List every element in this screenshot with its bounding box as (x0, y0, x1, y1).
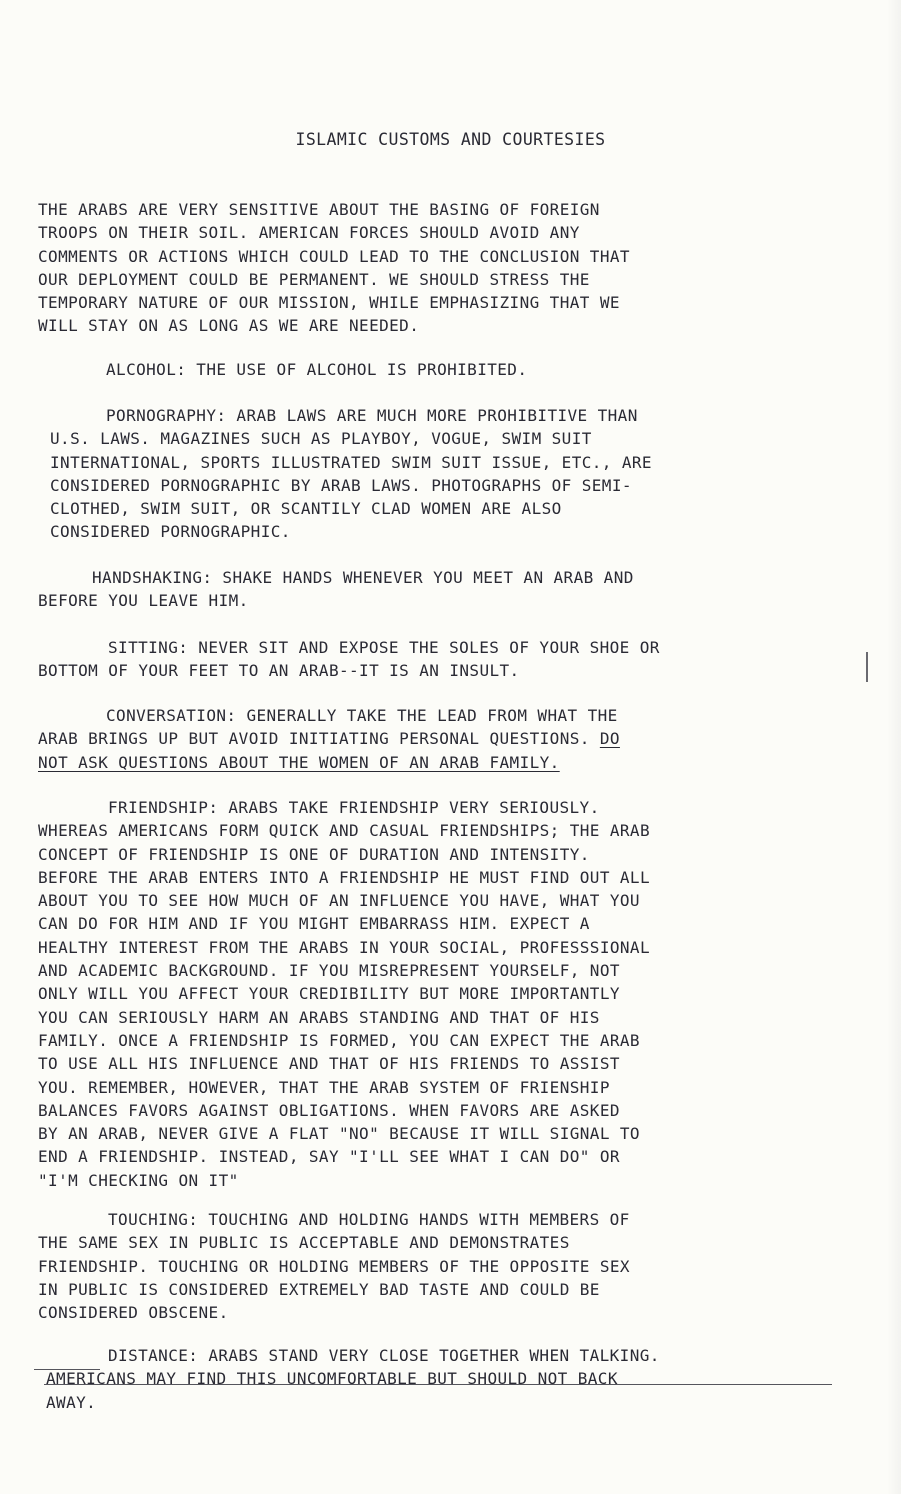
conversation-emphasis: NOT ASK QUESTIONS ABOUT THE WOMEN OF AN ARAB FAMILY. (38, 752, 560, 772)
conversation-line: CONVERSATION: GENERALLY TAKE THE LEAD FROM WHAT THE (106, 706, 618, 725)
intro-line: OUR DEPLOYMENT COULD BE PERMANENT. WE SHOULD STRESS THE (38, 269, 590, 289)
intro-line: TROOPS ON THEIR SOIL. AMERICAN FORCES SHOULD AVOID ANY (38, 223, 580, 243)
friendship-line: BEFORE THE ARAB ENTERS INTO A FRIENDSHIP HE MUST FIND OUT ALL (38, 867, 651, 887)
pornography-line: INTERNATIONAL, SPORTS ILLUSTRATED SWIM SUIT ISSUE, ETC., ARE (50, 452, 652, 472)
scan-edge-shadow (887, 0, 901, 1494)
conversation-paragraph (38, 704, 620, 774)
friendship-line: CONCEPT OF FRIENDSHIP IS ONE OF DURATION AND INTENSITY. (38, 844, 590, 864)
friendship-line: WHEREAS AMERICANS FORM QUICK AND CASUAL FRIENDSHIPS; THE ARAB (38, 821, 651, 841)
intro-line: WILL STAY ON AS LONG AS WE ARE NEEDED. (38, 316, 420, 336)
handshaking-paragraph (38, 566, 634, 613)
friendship-paragraph (38, 796, 650, 1192)
friendship-line: YOU. REMEMBER, HOWEVER, THAT THE ARAB SYSTEM OF FRIENSHIP (38, 1077, 610, 1097)
pornography-line: PORNOGRAPHY: ARAB LAWS ARE MUCH MORE PROHIBITIVE THAN (106, 406, 638, 425)
alcohol-paragraph (106, 358, 527, 381)
friendship-line: ABOUT YOU TO SEE HOW MUCH OF AN INFLUENCE YOU HAVE, WHAT YOU (38, 891, 640, 911)
touching-line: FRIENDSHIP. TOUCHING OR HOLDING MEMBERS OF THE OPPOSITE SEX (38, 1256, 630, 1276)
conversation-line (38, 727, 620, 750)
intro-line: THE ARABS ARE VERY SENSITIVE ABOUT THE BASING OF FOREIGN (38, 200, 600, 219)
friendship-line: BY AN ARAB, NEVER GIVE A FLAT "NO" BECAUSE IT WILL SIGNAL TO (38, 1124, 640, 1144)
handshaking-line: BEFORE YOU LEAVE HIM. (38, 591, 249, 611)
touching-line: CONSIDERED OBSCENE. (38, 1303, 229, 1323)
sitting-line: SITTING: NEVER SIT AND EXPOSE THE SOLES OF YOUR SHOE OR (108, 638, 660, 657)
pornography-line: CONSIDERED PORNOGRAPHIC. (50, 522, 291, 542)
friendship-line: ONLY WILL YOU AFFECT YOUR CREDIBILITY BUT MORE IMPORTANTLY (38, 984, 620, 1004)
friendship-line: YOU CAN SERIOUSLY HARM AN ARABS STANDING AND THAT OF HIS (38, 1007, 600, 1027)
handshaking-line: HANDSHAKING: SHAKE HANDS WHENEVER YOU MEET AN ARAB AND (92, 568, 634, 587)
touching-paragraph (38, 1208, 630, 1324)
friendship-line: CAN DO FOR HIM AND IF YOU MIGHT EMBARRASS HIM. EXPECT A (38, 914, 590, 934)
intro-line: TEMPORARY NATURE OF OUR MISSION, WHILE EMPHASIZING THAT WE (38, 293, 620, 313)
friendship-line: AND ACADEMIC BACKGROUND. IF YOU MISREPRESENT YOURSELF, NOT (38, 961, 620, 981)
friendship-line: TO USE ALL HIS INFLUENCE AND THAT OF HIS FRIENDS TO ASSIST (38, 1054, 620, 1074)
touching-line: THE SAME SEX IN PUBLIC IS ACCEPTABLE AND DEMONSTRATES (38, 1233, 570, 1253)
friendship-line: "I'M CHECKING ON IT" (38, 1170, 239, 1190)
pornography-line: U.S. LAWS. MAGAZINES SUCH AS PLAYBOY, VOGUE, SWIM SUIT (50, 429, 592, 449)
friendship-line: FAMILY. ONCE A FRIENDSHIP IS FORMED, YOU CAN EXPECT THE ARAB (38, 1030, 640, 1050)
pornography-line: CONSIDERED PORNOGRAPHIC BY ARAB LAWS. PHOTOGRAPHS OF SEMI- (50, 475, 632, 495)
touching-line: TOUCHING: TOUCHING AND HOLDING HANDS WITH MEMBERS OF (108, 1210, 630, 1229)
distance-line: DISTANCE: ARABS STAND VERY CLOSE TOGETHER WHEN TALKING. (108, 1346, 660, 1365)
pornography-line: CLOTHED, SWIM SUIT, OR SCANTILY CLAD WOMEN ARE ALSO (50, 499, 562, 519)
touching-line: IN PUBLIC IS CONSIDERED EXTREMELY BAD TASTE AND COULD BE (38, 1279, 600, 1299)
distance-line: AWAY. (46, 1392, 97, 1412)
page-title: ISLAMIC CUSTOMS AND COURTESIES (295, 130, 606, 149)
intro-paragraph (38, 198, 630, 338)
distance-paragraph (46, 1344, 660, 1414)
friendship-line: BALANCES FAVORS AGAINST OBLIGATIONS. WHEN FAVORS ARE ASKED (38, 1100, 620, 1120)
distance-line: AMERICANS MAY FIND THIS UNCOMFORTABLE BUT SHOULD NOT BACK (46, 1369, 618, 1389)
sitting-line: BOTTOM OF YOUR FEET TO AN ARAB--IT IS AN INSULT. (38, 661, 520, 681)
alcohol-line: ALCOHOL: THE USE OF ALCOHOL IS PROHIBITED. (106, 360, 528, 379)
conversation-text: ARAB BRINGS UP BUT AVOID INITIATING PERSONAL QUESTIONS. (38, 729, 600, 749)
friendship-line: HEALTHY INTEREST FROM THE ARABS IN YOUR SOCIAL, PROFESSSIONAL (38, 937, 651, 957)
friendship-line: FRIENDSHIP: ARABS TAKE FRIENDSHIP VERY SERIOUSLY. (108, 798, 600, 817)
intro-line: COMMENTS OR ACTIONS WHICH COULD LEAD TO THE CONCLUSION THAT (38, 246, 630, 266)
sitting-paragraph (38, 636, 660, 683)
conversation-emphasis: DO (599, 729, 620, 749)
friendship-line: END A FRIENDSHIP. INSTEAD, SAY "I'LL SEE WHAT I CAN DO" OR (38, 1147, 620, 1167)
margin-mark (866, 652, 868, 682)
pornography-paragraph (50, 404, 652, 544)
